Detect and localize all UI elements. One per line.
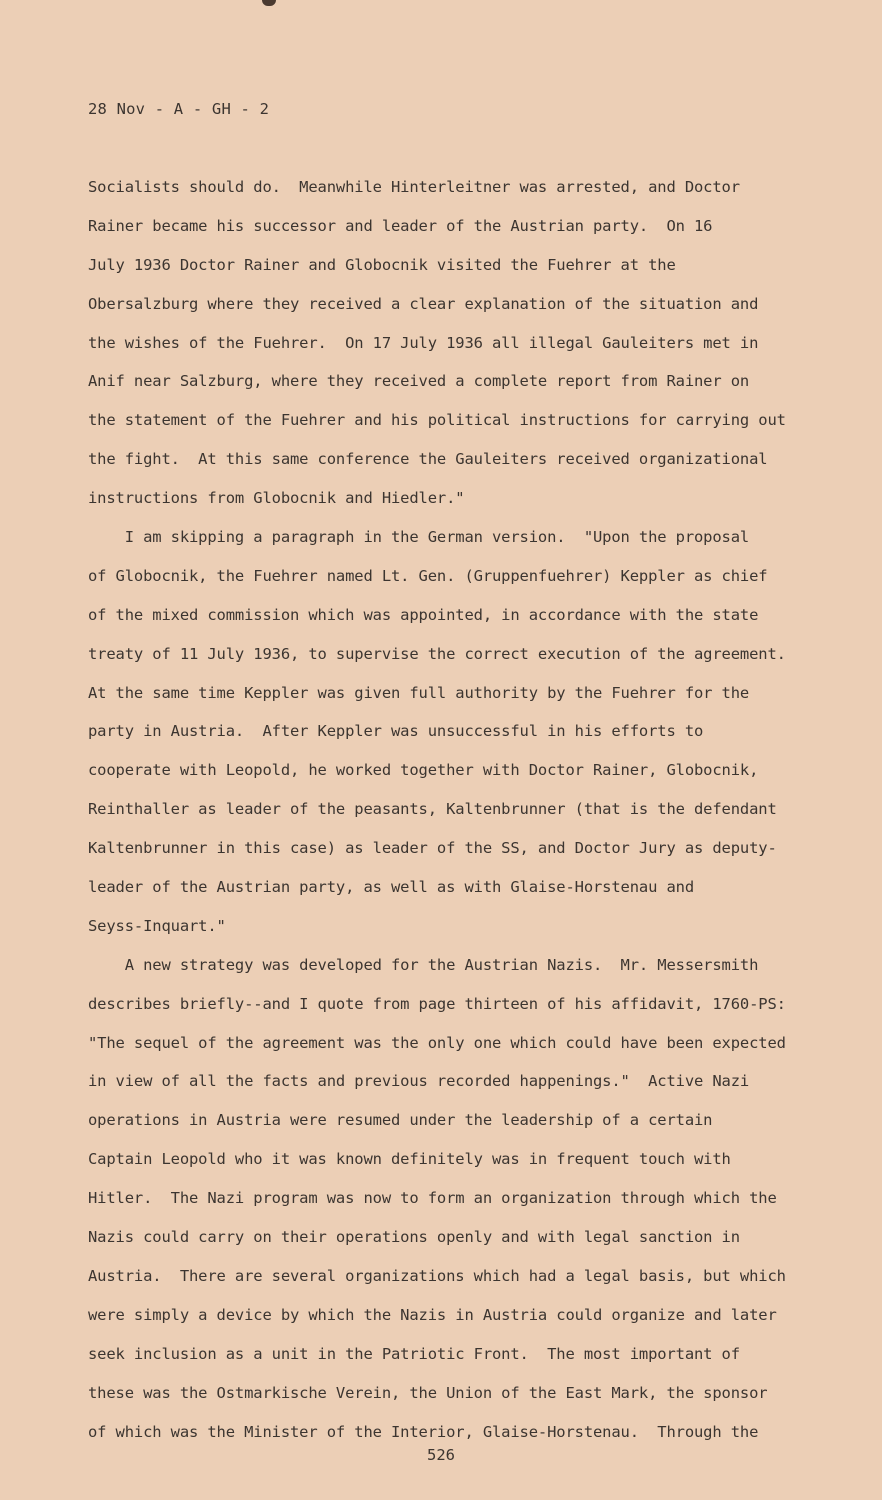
- binding-mark: [262, 0, 276, 6]
- text-line: At the same time Keppler was given full authority by the Fuehrer for the: [88, 683, 750, 702]
- text-line: were simply a device by which the Nazis in Austria could organize and later: [88, 1305, 777, 1324]
- text-line: "The sequel of the agreement was the only one which could have been expected: [88, 1033, 786, 1052]
- text-line: operations in Austria were resumed under the leadership of a certain: [88, 1111, 713, 1130]
- text-line: Hitler. The Nazi program was now to form an organization through which the: [88, 1189, 777, 1208]
- text-line: A new strategy was developed for the Austrian Nazis. Mr. Messersmith: [88, 955, 759, 974]
- text-line: seek inclusion as a unit in the Patriotic Front. The most important of: [88, 1344, 740, 1363]
- text-line: instructions from Globocnik and Hiedler.": [88, 489, 465, 508]
- text-line: cooperate with Leopold, he worked together with Doctor Rainer, Globocnik,: [88, 761, 759, 780]
- text-line: treaty of 11 July 1936, to supervise the correct execution of the agreement.: [88, 644, 786, 663]
- text-line: July 1936 Doctor Rainer and Globocnik visited the Fuehrer at the: [88, 255, 676, 274]
- text-line: these was the Ostmarkische Verein, the Union of the East Mark, the sponsor: [88, 1383, 768, 1402]
- text-line: Seyss-Inquart.": [88, 916, 226, 935]
- text-line: Anif near Salzburg, where they received a complete report from Rainer on: [88, 372, 750, 391]
- text-line: the statement of the Fuehrer and his political instructions for carrying out: [88, 411, 786, 430]
- text-line: of Globocnik, the Fuehrer named Lt. Gen. (Gruppenfuehrer) Keppler as chief: [88, 566, 768, 585]
- text-line: describes briefly--and I quote from page thirteen of his affidavit, 1760-PS:: [88, 994, 786, 1013]
- text-line: Obersalzburg where they received a clear explanation of the situation and: [88, 294, 759, 313]
- text-line: leader of the Austrian party, as well as with Glaise-Horstenau and: [88, 878, 694, 897]
- text-line: party in Austria. After Keppler was unsuccessful in his efforts to: [88, 722, 704, 741]
- text-line: the fight. At this same conference the Gauleiters received organizational: [88, 450, 768, 469]
- text-line: I am skipping a paragraph in the German version. "Upon the proposal: [88, 528, 750, 547]
- page-number: 526: [427, 1446, 455, 1464]
- text-line: in view of all the facts and previous recorded happenings." Active Nazi: [88, 1072, 750, 1091]
- text-line: the wishes of the Fuehrer. On 17 July 1936 all illegal Gauleiters met in: [88, 333, 759, 352]
- text-line: Kaltenbrunner in this case) as leader of the SS, and Doctor Jury as deputy-: [88, 839, 777, 858]
- transcript-body: [88, 168, 848, 1451]
- text-line: of the mixed commission which was appointed, in accordance with the state: [88, 605, 759, 624]
- text-line: of which was the Minister of the Interior, Glaise-Horstenau. Through the: [88, 1422, 759, 1441]
- text-line: Rainer became his successor and leader of the Austrian party. On 16: [88, 216, 713, 235]
- text-line: Reinthaller as leader of the peasants, Kaltenbrunner (that is the defendant: [88, 800, 777, 819]
- text-line: Captain Leopold who it was known definitely was in frequent touch with: [88, 1150, 731, 1169]
- text-line: Nazis could carry on their operations openly and with legal sanction in: [88, 1228, 740, 1247]
- text-line: Austria. There are several organizations which had a legal basis, but which: [88, 1266, 786, 1285]
- text-line: Socialists should do. Meanwhile Hinterleitner was arrested, and Doctor: [88, 178, 740, 196]
- page-reference-header: 28 Nov - A - GH - 2: [88, 100, 270, 118]
